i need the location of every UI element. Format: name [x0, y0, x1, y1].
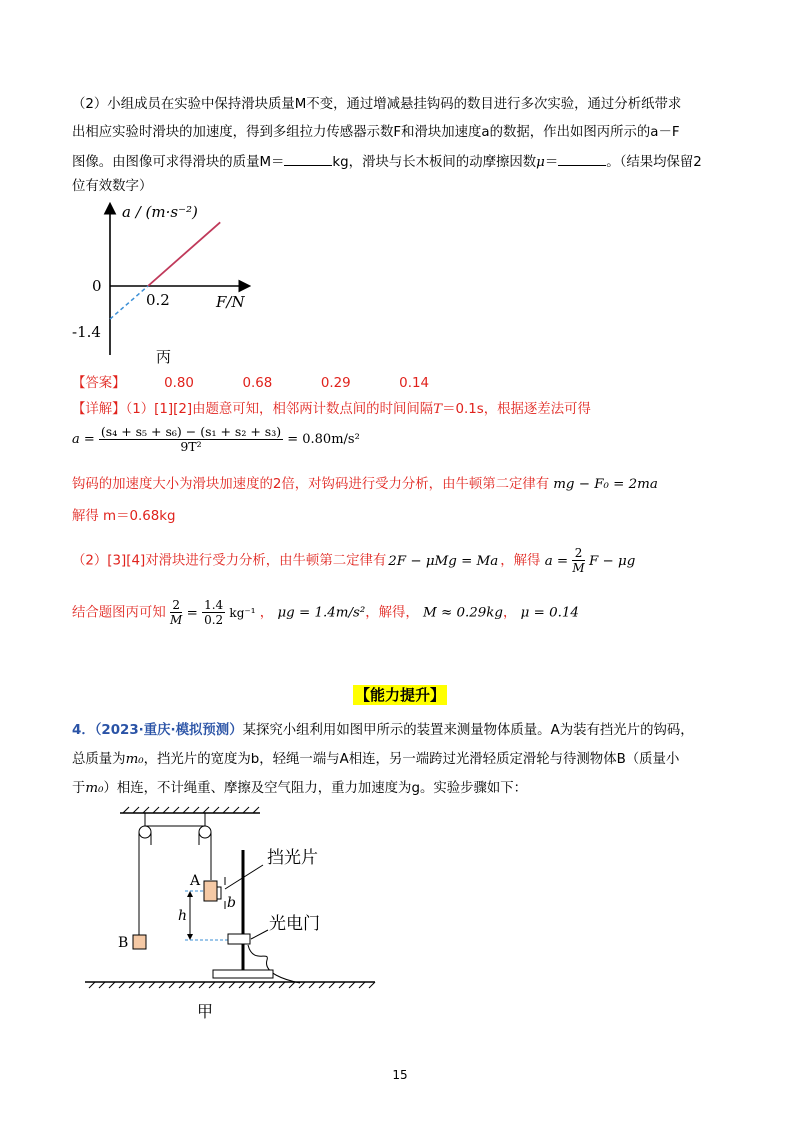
q4-line2 — [72, 750, 679, 770]
ceiling-hatch — [123, 807, 259, 813]
q2-line3 — [72, 151, 702, 173]
detail-text-6c: ，解得， — [365, 605, 419, 621]
detail-line3 — [72, 475, 658, 495]
answer-blank-mu — [558, 151, 606, 166]
q4-text-3a: 于 — [72, 781, 86, 796]
slope-frac-2-num: 1.4 — [204, 598, 224, 612]
equation-hook-weight: mg − F₀ = 2ma — [553, 477, 658, 492]
detail-text-1c: ＝0.1s，根据逐差法可得 — [442, 402, 591, 417]
solution-tail: F − μg — [588, 553, 636, 569]
answer-value-3: 0.29 — [320, 376, 351, 391]
q4-line3 — [72, 779, 527, 799]
data-line-dashed — [110, 286, 148, 319]
a-f-graph — [70, 195, 270, 375]
answer-line — [72, 374, 429, 394]
equation-a-solution — [544, 546, 636, 575]
label-h: h — [178, 908, 188, 924]
equation-mug: μg = 1.4m/s² — [277, 605, 366, 621]
equation-slope — [170, 598, 260, 627]
q4-number: 4． — [72, 723, 95, 738]
slope-frac-1 — [170, 598, 182, 627]
q2-line4: 位有效数字） — [72, 179, 153, 194]
q4-text-1: 某探究小组利用如图甲所示的装置来测量物体质量。A为装有挡光片的钩码， — [242, 723, 694, 738]
q4-text-3b: ）相连，不计绳重、摩擦及空气阻力，重力加速度为g。实验步骤如下： — [103, 781, 528, 796]
floor-hatch — [89, 982, 375, 988]
q2-line3-text-c: ＝ — [544, 155, 559, 170]
answer-value-1: 0.80 — [164, 376, 194, 391]
detail-line6: 结合题图丙可知 $\frac{2}{M}$ = $\frac{1.4}{0.2}$ kg⁻¹ ， μg = 1.4m/s²，解得， M ≈ 0.29kg， μ = 0.14 — [72, 598, 579, 627]
q2-line1: （2）小组成员在实验中保持滑块质量M不变，通过增减悬挂钩码的数目进行多次实验，通过分析纸带求 — [72, 97, 682, 112]
detail-text-1b: T — [433, 402, 443, 417]
shading-plate — [217, 887, 221, 899]
label-b: B — [118, 935, 129, 951]
result-mu: μ = 0.14 — [520, 605, 579, 621]
solution-lhs: a = — [544, 553, 569, 569]
y-axis-label: a / (m·s⁻²) — [122, 203, 198, 221]
apparatus-diagram — [85, 805, 415, 1020]
q2-line3-text-d: 。（结果均保留2 — [606, 155, 702, 170]
mu-symbol: μ — [536, 155, 545, 170]
page-number: 15 — [392, 1068, 408, 1082]
detail-line5 — [72, 546, 635, 575]
detail-text-5a: （2）[3][4]对滑块进行受力分析，由牛顿第二定律有 — [72, 553, 387, 569]
block-b — [133, 935, 146, 949]
q4-text-2a: 总质量为 — [72, 752, 126, 767]
detail-text-6a: 结合题图丙可知 — [72, 605, 166, 621]
answer-value-2: 0.68 — [242, 376, 273, 391]
solution-den: M — [572, 561, 585, 575]
answer-label: 【答案】 — [72, 376, 126, 391]
slope-frac-2-den: 0.2 — [204, 613, 224, 627]
answer-value-4: 0.14 — [399, 376, 429, 391]
section-title: 【能力提升】 — [354, 686, 445, 704]
q4-text-2b: ，挡光片的宽度为b，轻绳一端与A相连，另一端跨过光滑轻质定滑轮与待测物体B（质量小 — [143, 752, 680, 767]
equation-slider: 2F − μMg = Ma — [388, 553, 499, 569]
slope-frac-1-den: M — [170, 613, 183, 627]
formula-a-lhs: a = — [72, 432, 95, 447]
detail-line4: 解得 m＝0.68kg — [72, 509, 176, 524]
graph-caption: 丙 — [156, 348, 172, 366]
x-tick-label: 0.2 — [146, 291, 170, 309]
slope-frac-2 — [202, 598, 225, 627]
data-line-solid — [148, 222, 220, 286]
formula-result: = 0.80m/s² — [287, 432, 360, 447]
formula-fraction — [99, 425, 283, 454]
answer-blank-mass — [284, 151, 332, 166]
pulley-right — [199, 826, 211, 838]
q4-line1 — [72, 721, 694, 741]
section-heading — [0, 684, 800, 705]
detail-line1 — [72, 400, 591, 420]
slope-eq: = — [186, 605, 198, 621]
label-gate: 光电门 — [269, 914, 320, 934]
leader-gate — [251, 930, 268, 939]
label-a: A — [190, 873, 201, 889]
formula-denominator: 9T² — [180, 439, 202, 454]
detail-text-3: 钩码的加速度大小为滑块加速度的2倍，对钩码进行受力分析，由牛顿第二定律有 — [72, 477, 550, 492]
formula-numerator: (s₄ + s₅ + s₆) − (s₁ + s₂ + s₃) — [100, 424, 282, 439]
solution-fraction — [572, 546, 584, 575]
detail-label: 【详解】 — [72, 402, 126, 417]
q2-line3-text-a: 图像。由图像可求得滑块的质量M＝ — [72, 155, 285, 170]
result-mass: M ≈ 0.29kg — [423, 605, 503, 621]
x-axis-label: F/N — [216, 293, 245, 311]
q4-m0-2: m₀ — [85, 781, 104, 796]
pulley-left — [139, 826, 151, 838]
detail-text-5b: ，解得 — [500, 553, 541, 569]
q4-source: （2023·重庆·模拟预测） — [94, 723, 243, 738]
label-b-width: b — [227, 895, 236, 911]
y-tick-label: -1.4 — [72, 323, 101, 341]
solution-num: 2 — [572, 546, 584, 561]
formula-acceleration — [72, 425, 360, 454]
block-a — [204, 881, 217, 901]
label-shade: 挡光片 — [267, 848, 318, 868]
q4-m0: m₀ — [125, 752, 144, 767]
photogate — [228, 934, 250, 944]
origin-label: 0 — [92, 277, 102, 295]
slope-unit: kg⁻¹ — [229, 605, 256, 620]
stand-base — [213, 970, 273, 978]
detail-text-1a: （1）[1][2]由题意可知，相邻两计数点间的时间间隔 — [125, 402, 434, 417]
slope-frac-1-num: 2 — [170, 598, 182, 613]
diagram-caption: 甲 — [197, 1002, 214, 1020]
q2-line2: 出相应实验时滑块的加速度，得到多组拉力传感器示数F和滑块加速度a的数据，作出如图丙所示的a－F — [72, 125, 680, 140]
q2-line3-text-b: kg，滑块与长木板间的动摩擦因数 — [332, 155, 537, 170]
